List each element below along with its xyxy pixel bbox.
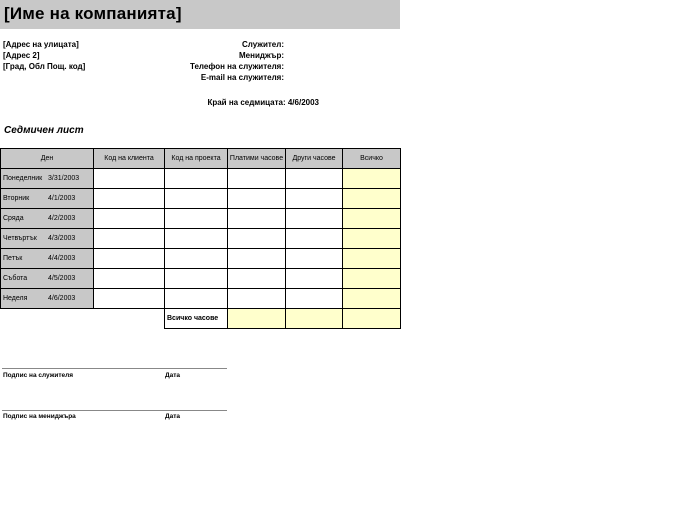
paid-hours-cell[interactable] bbox=[228, 209, 286, 229]
total-other-hours-cell[interactable] bbox=[286, 309, 343, 329]
row-total-cell[interactable] bbox=[343, 209, 401, 229]
other-hours-cell[interactable] bbox=[286, 189, 343, 209]
employee-signature-label: Подпис на служителя bbox=[3, 372, 74, 379]
client-code-cell[interactable] bbox=[94, 229, 165, 249]
table-row bbox=[1, 209, 401, 229]
header-other-hours: Други часове bbox=[286, 149, 343, 169]
day-cell bbox=[1, 289, 94, 309]
client-code-cell[interactable] bbox=[94, 289, 165, 309]
day-date: 3/31/2003 bbox=[48, 175, 80, 182]
other-hours-cell[interactable] bbox=[286, 249, 343, 269]
day-date: 4/4/2003 bbox=[48, 255, 76, 262]
employee-label: Служител: bbox=[241, 40, 284, 49]
project-code-cell[interactable] bbox=[165, 249, 228, 269]
day-date: 4/2/2003 bbox=[48, 215, 76, 222]
row-total-cell[interactable] bbox=[343, 189, 401, 209]
day-cell bbox=[1, 229, 94, 249]
client-code-cell[interactable] bbox=[94, 189, 165, 209]
row-total-cell[interactable] bbox=[343, 269, 401, 289]
table-row bbox=[1, 289, 401, 309]
other-hours-cell[interactable] bbox=[286, 209, 343, 229]
empty-cell bbox=[1, 309, 94, 329]
sheet-title: Седмичен лист bbox=[4, 125, 84, 136]
other-hours-cell[interactable] bbox=[286, 269, 343, 289]
day-cell bbox=[1, 269, 94, 289]
client-code-cell[interactable] bbox=[94, 269, 165, 289]
header-project-code: Код на проекта bbox=[165, 149, 228, 169]
day-name: Събота bbox=[3, 275, 28, 282]
company-banner bbox=[0, 0, 400, 29]
week-ending: Край на седмицата: 4/6/2003 bbox=[207, 98, 319, 107]
day-date: 4/1/2003 bbox=[48, 195, 76, 202]
project-code-cell[interactable] bbox=[165, 169, 228, 189]
paid-hours-cell[interactable] bbox=[228, 229, 286, 249]
table-header-row bbox=[1, 149, 401, 169]
company-name[interactable]: [Име на компанията] bbox=[4, 4, 182, 23]
table-row bbox=[1, 269, 401, 289]
paid-hours-cell[interactable] bbox=[228, 269, 286, 289]
manager-label: Мениджър: bbox=[239, 51, 284, 60]
table-row bbox=[1, 249, 401, 269]
client-code-cell[interactable] bbox=[94, 209, 165, 229]
project-code-cell[interactable] bbox=[165, 289, 228, 309]
day-name: Сряда bbox=[3, 215, 24, 222]
employee-signature-line bbox=[2, 368, 227, 369]
manager-date-label: Дата bbox=[165, 413, 181, 420]
paid-hours-cell[interactable] bbox=[228, 189, 286, 209]
table-row bbox=[1, 229, 401, 249]
row-total-cell[interactable] bbox=[343, 169, 401, 189]
day-cell bbox=[1, 209, 94, 229]
row-total-cell[interactable] bbox=[343, 289, 401, 309]
day-date: 4/6/2003 bbox=[48, 295, 76, 302]
day-date: 4/3/2003 bbox=[48, 235, 76, 242]
other-hours-cell[interactable] bbox=[286, 229, 343, 249]
address-line-2[interactable]: [Адрес 2] bbox=[3, 51, 40, 60]
empty-cell bbox=[94, 309, 165, 329]
header-day: Ден bbox=[1, 149, 94, 169]
row-total-cell[interactable] bbox=[343, 249, 401, 269]
table-row bbox=[1, 169, 401, 189]
employee-phone-label: Телефон на служителя: bbox=[189, 62, 284, 71]
employee-email-label: E-mail на служителя: bbox=[200, 73, 284, 82]
project-code-cell[interactable] bbox=[165, 269, 228, 289]
address-line-3[interactable]: [Град, Обл Пощ. код] bbox=[3, 62, 86, 71]
day-name: Неделя bbox=[3, 295, 28, 302]
other-hours-cell[interactable] bbox=[286, 169, 343, 189]
day-name: Понеделник bbox=[3, 175, 43, 182]
client-code-cell[interactable] bbox=[94, 169, 165, 189]
manager-signature-line bbox=[2, 410, 227, 411]
header-client-code: Код на клиента bbox=[94, 149, 165, 169]
timesheet-table bbox=[0, 148, 401, 329]
project-code-cell[interactable] bbox=[165, 209, 228, 229]
other-hours-cell[interactable] bbox=[286, 289, 343, 309]
total-hours-row bbox=[1, 309, 401, 329]
paid-hours-cell[interactable] bbox=[228, 249, 286, 269]
project-code-cell[interactable] bbox=[165, 189, 228, 209]
day-cell bbox=[1, 169, 94, 189]
row-total-cell[interactable] bbox=[343, 229, 401, 249]
day-name: Вторник bbox=[3, 195, 30, 202]
day-cell bbox=[1, 249, 94, 269]
address-line-1[interactable]: [Адрес на улицата] bbox=[3, 40, 79, 49]
total-hours-label: Всичко часове bbox=[165, 309, 228, 329]
day-cell bbox=[1, 189, 94, 209]
paid-hours-cell[interactable] bbox=[228, 289, 286, 309]
employee-date-label: Дата bbox=[165, 372, 181, 379]
total-paid-hours-cell[interactable] bbox=[228, 309, 286, 329]
header-total: Всичко bbox=[343, 149, 401, 169]
day-date: 4/5/2003 bbox=[48, 275, 76, 282]
manager-signature-label: Подпис на мениджъра bbox=[3, 413, 76, 420]
client-code-cell[interactable] bbox=[94, 249, 165, 269]
header-paid-hours: Платими часове bbox=[228, 149, 286, 169]
project-code-cell[interactable] bbox=[165, 229, 228, 249]
day-name: Четвъртък bbox=[3, 235, 37, 242]
day-name: Петък bbox=[3, 255, 23, 262]
paid-hours-cell[interactable] bbox=[228, 169, 286, 189]
grand-total-cell[interactable] bbox=[343, 309, 401, 329]
table-row bbox=[1, 189, 401, 209]
